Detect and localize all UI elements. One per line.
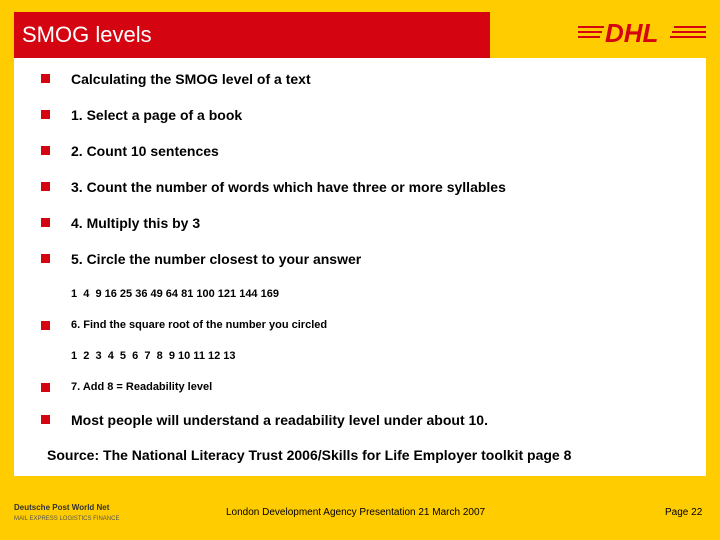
source-citation: Source: The National Literacy Trust 2006/Skills for Life Employer toolkit page 8: [47, 447, 572, 463]
roots-row: 1 2 3 4 5 6 7 8 9 10 11 12 13: [71, 350, 236, 362]
bullet-text: 5. Circle the number closest to your answer: [71, 251, 362, 267]
bullet-icon: [41, 254, 50, 263]
bullet-text: 7. Add 8 = Readability level: [71, 381, 213, 393]
bullet-icon: [41, 182, 50, 191]
dhl-logo-icon: [578, 18, 706, 46]
list-item: [14, 411, 706, 431]
footer-logo-line2: MAIL EXPRESS LOGISTICS FINANCE: [14, 516, 120, 522]
list-item: [14, 214, 706, 234]
bullet-icon: [41, 74, 50, 83]
bullet-text: 1. Select a page of a book: [71, 107, 243, 123]
bullet-text: 6. Find the square root of the number you circled: [71, 319, 328, 331]
bullet-text: Calculating the SMOG level of a text: [71, 71, 311, 87]
list-item: [14, 106, 706, 126]
footer-logo-line1: Deutsche Post World Net: [14, 503, 110, 512]
title-bar: [14, 12, 490, 58]
list-item: [14, 380, 706, 400]
bullet-text: 4. Multiply this by 3: [71, 215, 201, 231]
list-item: [14, 178, 706, 198]
page-number: Page 22: [665, 507, 703, 518]
squares-row: 1 4 9 16 25 36 49 64 81 100 121 144 169: [71, 288, 279, 300]
bullet-icon: [41, 321, 50, 330]
bullet-icon: [41, 383, 50, 392]
bullet-text: 3. Count the number of words which have three or more syllables: [71, 179, 506, 195]
list-item: [14, 318, 706, 338]
footer-logo: [14, 503, 134, 531]
content-area: [14, 58, 706, 476]
logo-text: DHL: [605, 18, 659, 46]
bullet-icon: [41, 415, 50, 424]
footer-presentation-info: London Development Agency Presentation 21 March 2007: [226, 507, 486, 518]
list-item: [14, 142, 706, 162]
bullet-icon: [41, 110, 50, 119]
slide-title: SMOG levels: [22, 22, 152, 47]
list-item: [14, 70, 706, 90]
bullet-icon: [41, 146, 50, 155]
bullet-icon: [41, 218, 50, 227]
bullet-text: 2. Count 10 sentences: [71, 143, 219, 159]
list-item: [14, 250, 706, 270]
bullet-text: Most people will understand a readability level under about 10.: [71, 412, 488, 428]
